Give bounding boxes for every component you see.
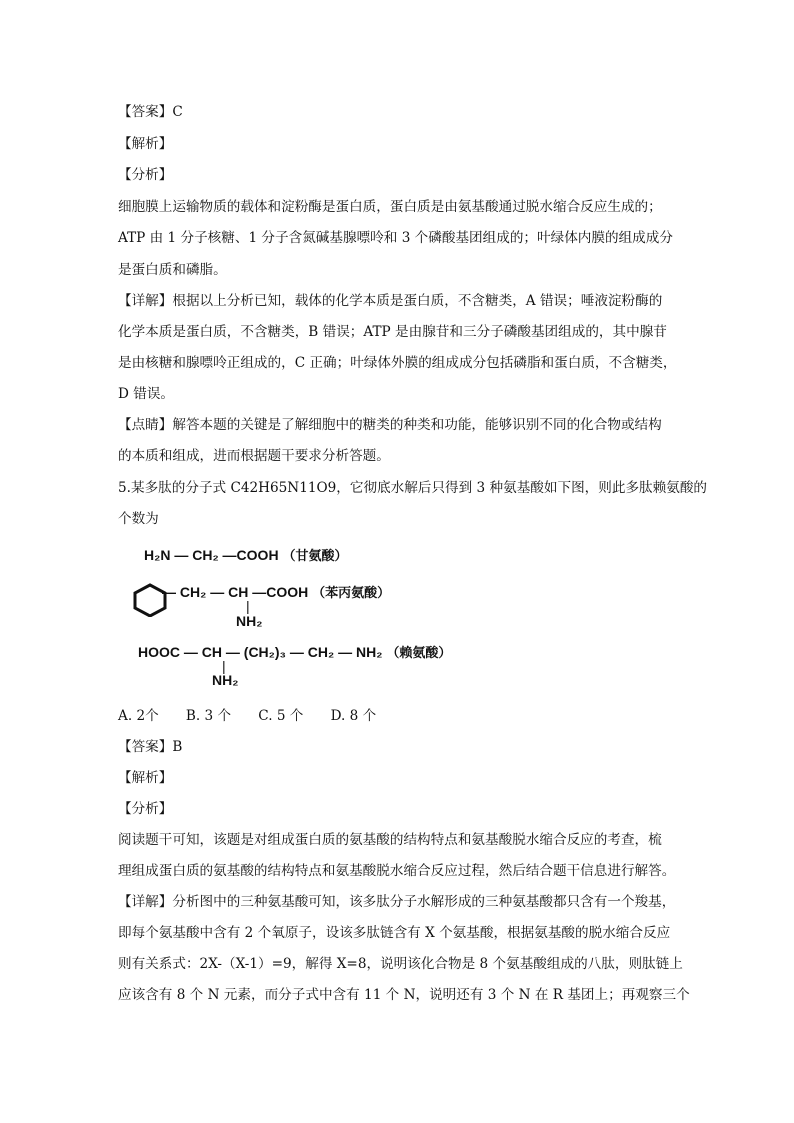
analysis-label-2: 【解析】: [118, 770, 173, 786]
fenxi-label-2: 【分析】: [118, 801, 173, 817]
question-5-stem: 5.某多肽的分子式 C42H65N11O9，它彻底水解后只得到 3 种氨基酸如下图，则此多肽赖氨酸的: [118, 480, 708, 496]
lys-nh2: NH₂: [212, 672, 239, 688]
question-5-stem: 个数为: [118, 511, 159, 527]
lys-bond: |: [222, 658, 226, 674]
paragraph-line: 是蛋白质和磷脂。: [118, 262, 227, 278]
paragraph-line: ATP 由 1 分子核糖、1 分子含氮碱基腺嘌呤和 3 个磷酸基团组成的；叶绿体内膜的组成成分: [118, 230, 673, 246]
fenxi-label-1: 【分析】: [118, 167, 173, 183]
glycine-formula: H₂N — CH₂ —COOH （甘氨酸）: [144, 547, 348, 564]
paragraph-line: 是由核糖和腺嘌呤正组成的，C 正确；叶绿体外膜的组成成分包括磷脂和蛋白质，不含糖类，: [118, 355, 677, 371]
paragraph-line: 的本质和组成，进而根据题干要求分析答题。: [118, 448, 390, 464]
paragraph-line: 【详解】分析图中的三种氨基酸可知，该多肽分子水解形成的三种氨基酸都只含有一个羧基，: [118, 894, 676, 910]
phe-nh2: NH₂: [236, 613, 263, 629]
answer-options: A. 2个 B. 3 个 C. 5 个 D. 8 个: [118, 708, 377, 724]
analysis-label-1: 【解析】: [118, 136, 173, 152]
lysine-formula: HOOC — CH — (CH₂)₃ — CH₂ — NH₂ （赖氨酸）: [138, 644, 452, 661]
paragraph-line: 即每个氨基酸中含有 2 个氧原子，设该多肽链含有 X 个氨基酸，根据氨基酸的脱水缩合反应: [118, 925, 671, 941]
paragraph-line: 细胞膜上运输物质的载体和淀粉酶是蛋白质，蛋白质是由氨基酸通过脱水缩合反应生成的；: [118, 199, 662, 215]
paragraph-line: 则有关系式：2X-（X-1）=9，解得 X=8，说明该化合物是 8 个氨基酸组成的八肽，则肽链上: [118, 956, 683, 972]
paragraph-line: 理组成蛋白质的氨基酸的结构特点和氨基酸脱水缩合反应过程，然后结合题干信息进行解答。: [118, 863, 676, 879]
paragraph-line: 【点睛】解答本题的关键是了解细胞中的糖类的种类和功能，能够识别不同的化合物或结构: [118, 417, 662, 433]
paragraph-line: 化学本质是蛋白质，不含糖类，B 错误；ATP 是由腺苷和三分子磷酸基团组成的，其中腺苷: [118, 324, 667, 340]
phe-bond: |: [246, 598, 250, 614]
answer-label-1: 【答案】C: [118, 104, 183, 120]
paragraph-line: 阅读题干可知，该题是对组成蛋白质的氨基酸的结构特点和氨基酸脱水缩合反应的考查，梳: [118, 832, 662, 848]
phenylalanine-formula: — CH₂ — CH —COOH （苯丙氨酸）: [162, 584, 391, 601]
paragraph-line: 应该含有 8 个 N 元素，而分子式中含有 11 个 N，说明还有 3 个 N 在 R 基团上；再观察三个: [118, 987, 690, 1003]
paragraph-line: 【详解】根据以上分析已知，载体的化学本质是蛋白质，不含糖类，A 错误；唾液淀粉酶的: [118, 293, 663, 309]
answer-label-2: 【答案】B: [118, 739, 183, 755]
paragraph-line: D 错误。: [118, 386, 175, 402]
